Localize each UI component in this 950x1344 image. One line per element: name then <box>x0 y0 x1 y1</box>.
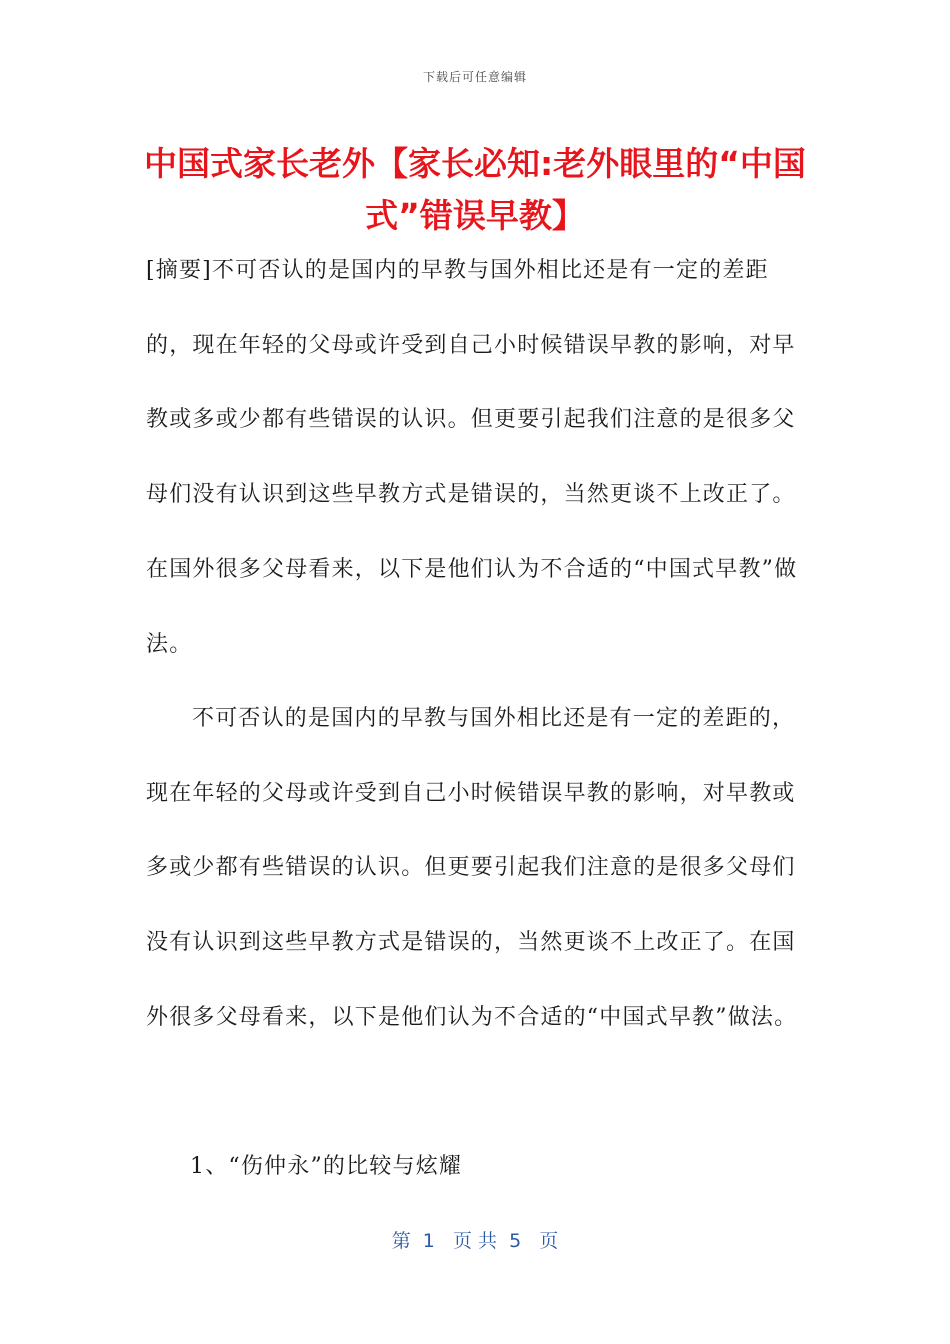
abstract-paragraph: [摘要]不可否认的是国内的早教与国外相比还是有一定的差距的，现在年轻的父母或许受到自己小时候错误早教的影响，对早教或多或少都有些错误的认识。但更要引起我们注意的是很多父母们没有认识到这些早教方式是错误的，当然更谈不上改正了。在国外很多父母看来，以下是他们认为不合适的“中国式早教”做法。 <box>146 258 798 657</box>
section-heading: 1、“伤仲永”的比较与炫耀 <box>190 1154 463 1179</box>
page-header: 下载后可任意编辑 <box>422 70 527 84</box>
body-paragraph: 不可否认的是国内的早教与国外相比还是有一定的差距的，现在年轻的父母或许受到自己小时候错误早教的影响，对早教或多或少都有些错误的认识。但更要引起我们注意的是很多父母们没有认识到这些早教方式是错误的，当然更谈不上改正了。在国外很多父母看来，以下是他们认为不合适的“中国式早教”做法。 <box>146 706 798 1030</box>
page-footer: 第 1 页 共 5 页 <box>391 1230 559 1252</box>
document-title: 中国式家长老外【家长必知:老外眼里的“中国式”错误早教】 <box>144 144 806 235</box>
